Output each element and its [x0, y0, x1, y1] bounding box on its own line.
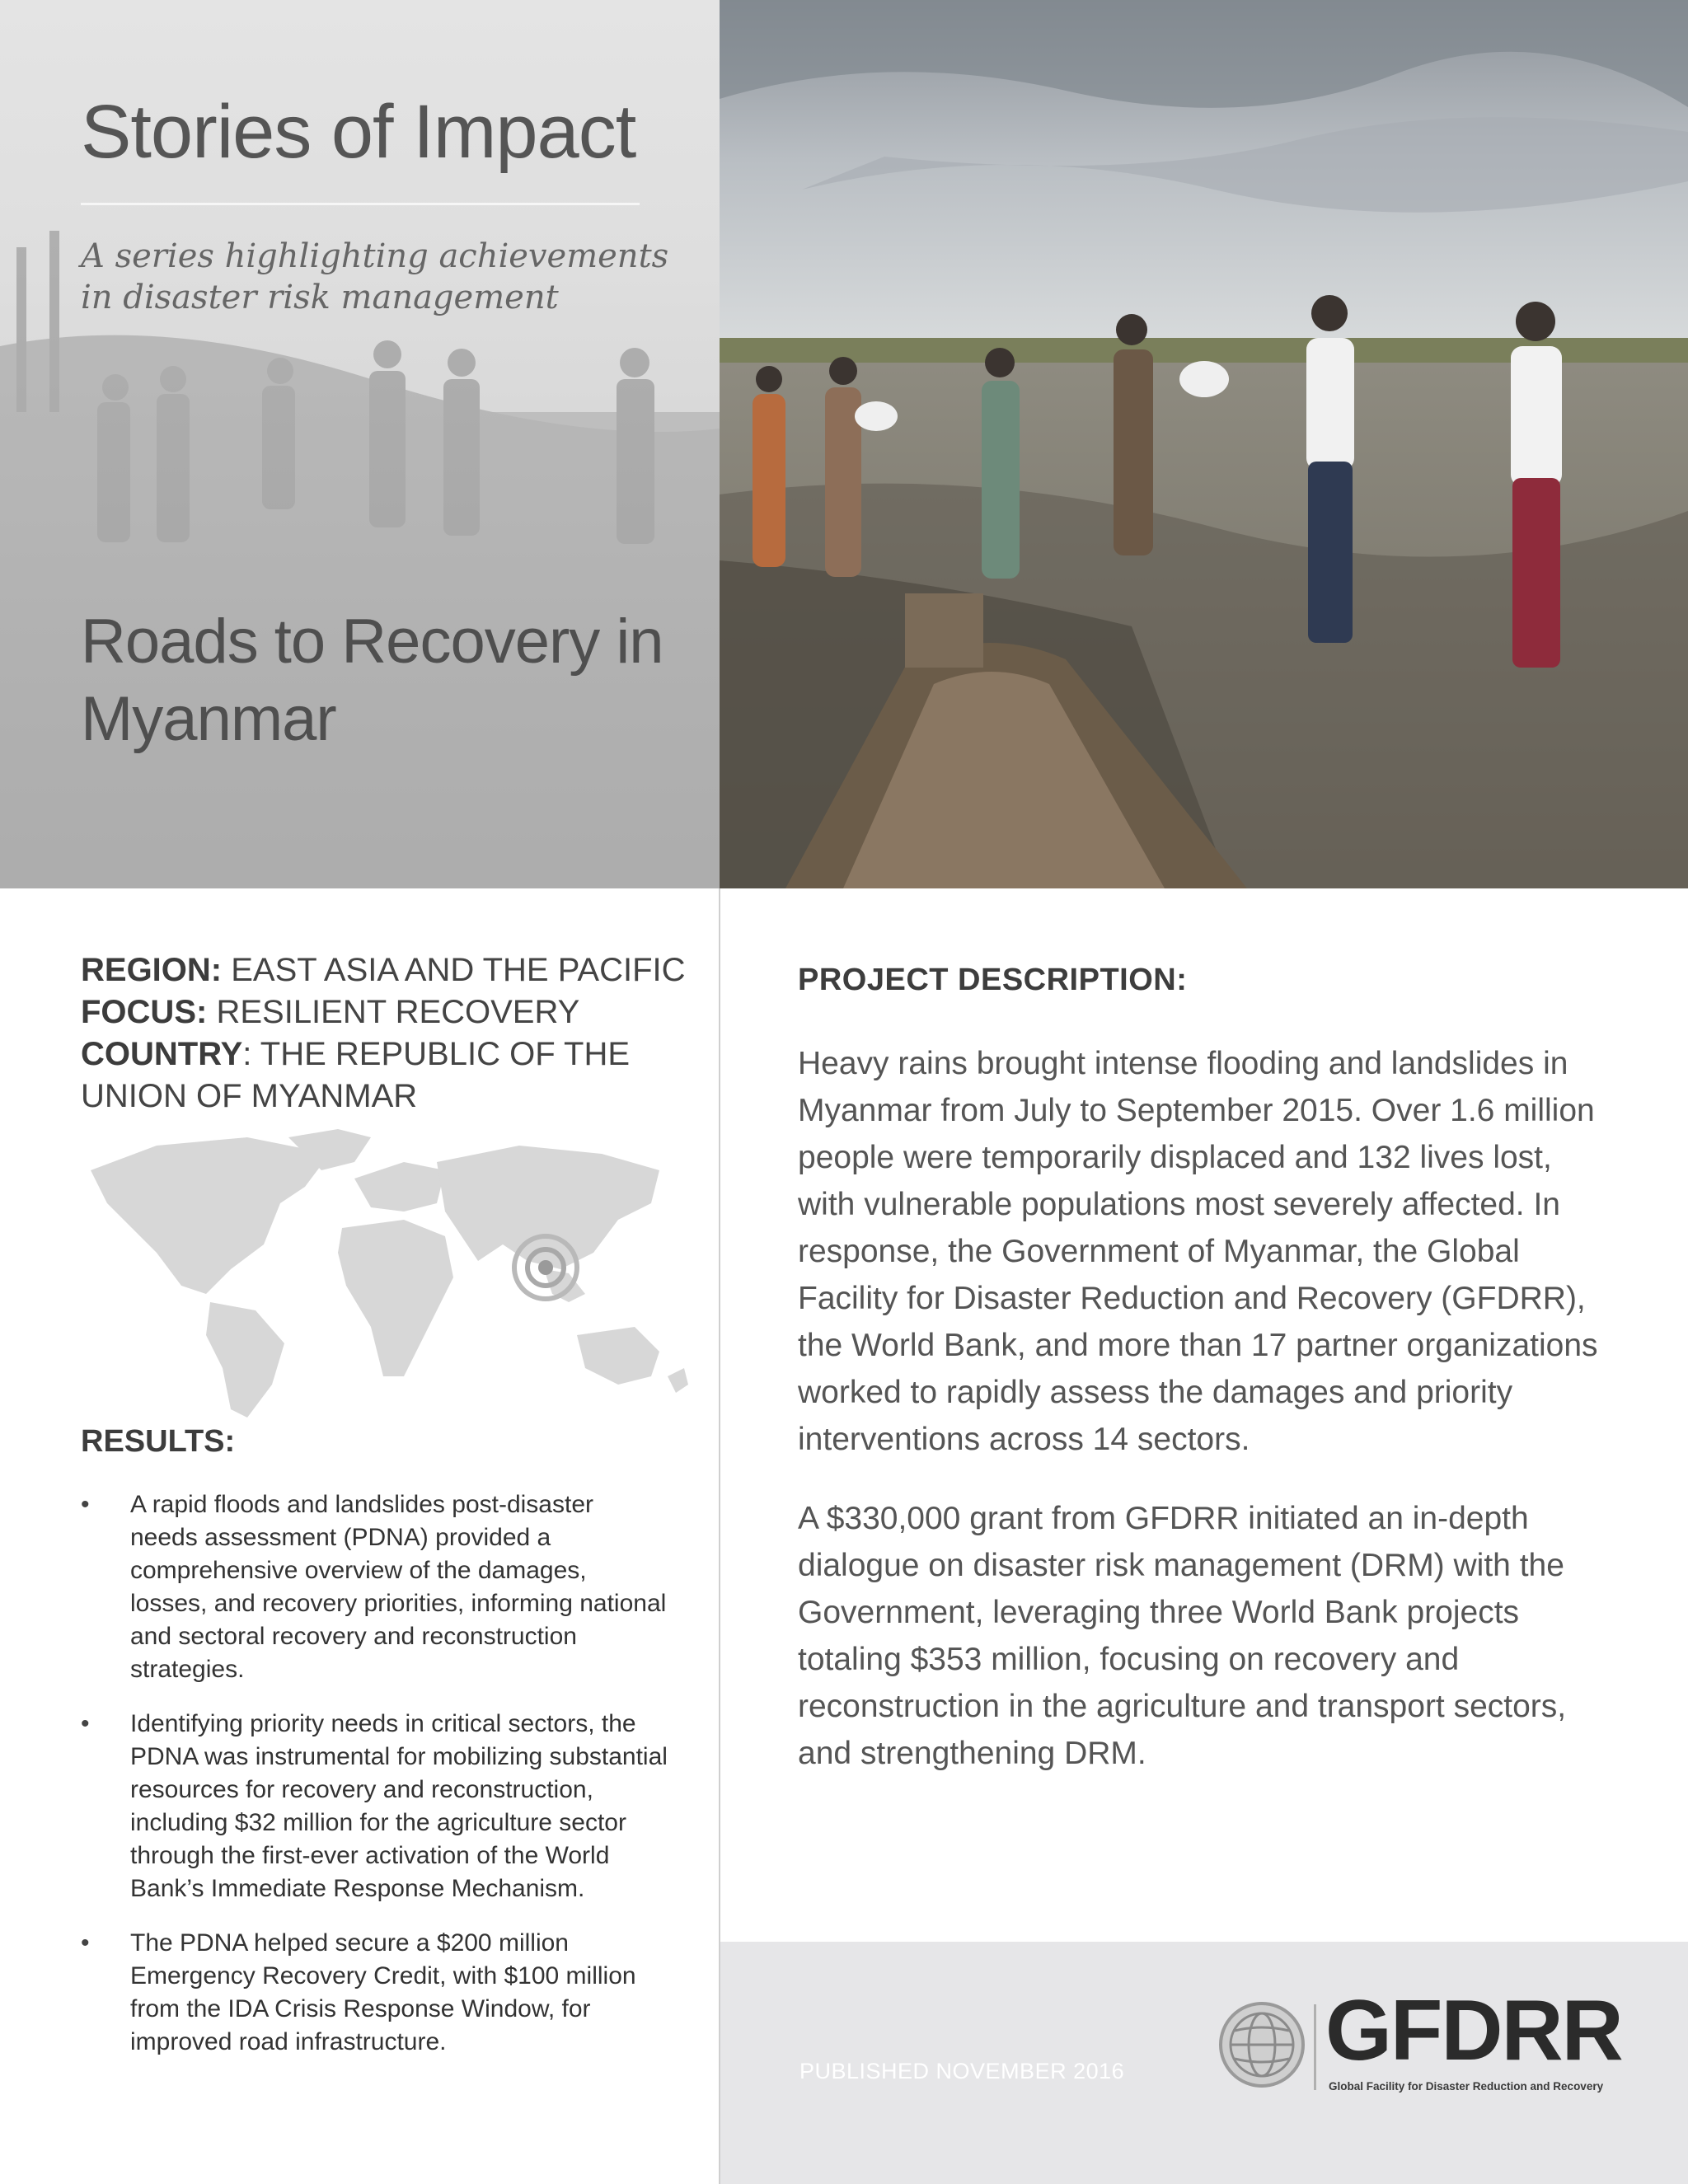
globe-logo-icon — [1217, 1999, 1307, 2090]
logo-divider — [1314, 2004, 1316, 2090]
footer-band — [720, 1942, 1688, 2184]
results-heading: RESULTS: — [81, 1424, 236, 1459]
list-item-text: The PDNA helped secure a $200 million Emergency Recovery Credit, with $100 million from the IDA Crisis Response Window, for improved road infrastructure. — [130, 1929, 636, 2055]
project-description-paragraph-1: Heavy rains brought intense flooding and landslides in Myanmar from July to September 2015. Over 1.6 million people were temporarily displaced and 132 lives lost, with vulnerable populations most severely affected. In response, the Government of Myanmar, the Global Facility for Disaster Reduction and Recovery (GFDRR), the World Bank, and more than 17 partner organizations worked to rapidly assess the damages and priority interventions across 14 sectors. — [798, 1046, 1598, 1457]
country-label: COUNTRY — [81, 1036, 243, 1072]
series-subtitle — [81, 236, 674, 318]
series-title: Stories of Impact — [81, 90, 636, 174]
project-meta — [81, 949, 691, 1118]
world-map-icon — [58, 1129, 692, 1426]
gfdrr-logo-subtext: Global Facility for Disaster Reduction and Recovery — [1329, 2080, 1604, 2093]
list-item-text: A rapid floods and landslides post-disaster needs assessment (PDNA) provided a comprehensive overview of the damages, losses, and recovery priorities, informing national and sectoral recovery and reconstruction strategies. — [130, 1491, 667, 1683]
project-description-heading: PROJECT DESCRIPTION: — [798, 963, 1188, 997]
gfdrr-logo-text: GFDRR — [1325, 1983, 1622, 2079]
bullet: • — [81, 1929, 90, 1957]
title-divider — [81, 203, 640, 205]
subtitle-line-2: in disaster risk management — [81, 279, 559, 316]
results-list — [81, 1488, 668, 2080]
region-value: EAST ASIA AND THE PACIFIC — [231, 952, 686, 988]
bullet: • — [81, 1710, 90, 1737]
list-item — [81, 1488, 668, 1686]
country-line — [81, 1033, 691, 1118]
country-value: : THE REPUBLIC OF THE UNION OF MYANMAR — [81, 1036, 631, 1114]
focus-value: RESILIENT RECOVERY — [216, 994, 580, 1030]
published-date: PUBLISHED NOVEMBER 2016 — [799, 2059, 1125, 2083]
subtitle-line-1: A series highlighting achievements — [81, 237, 669, 275]
list-item — [81, 1927, 668, 2059]
region-line — [81, 949, 691, 991]
bullet: • — [81, 1491, 90, 1518]
story-title-line-1: Roads to Recovery in — [81, 607, 663, 677]
story-title-line-2: Myanmar — [81, 684, 336, 754]
focus-label: FOCUS: — [81, 994, 208, 1030]
flood-photo — [720, 0, 1688, 888]
list-item-text: Identifying priority needs in critical sectors, the PDNA was instrumental for mobilizing substantial resources for recovery and reconstruction, including $32 million for the agriculture sector through the first-ever activation of the World Bank’s Immediate Response Mechanism. — [130, 1710, 668, 1902]
focus-line — [81, 991, 691, 1033]
region-label: REGION: — [81, 952, 223, 988]
hero-banner — [0, 0, 1688, 888]
hero-text-panel — [0, 0, 720, 888]
list-item — [81, 1708, 668, 1905]
story-title — [81, 603, 707, 758]
project-description-paragraph-2: A $330,000 grant from GFDRR initiated an in-depth dialogue on disaster risk management (DRM) with the Government, leveraging three World Bank projects totaling $353 million, focusing on recovery and reconstruction in the agriculture and transport sectors, and strengthening DRM. — [798, 1501, 1567, 1771]
